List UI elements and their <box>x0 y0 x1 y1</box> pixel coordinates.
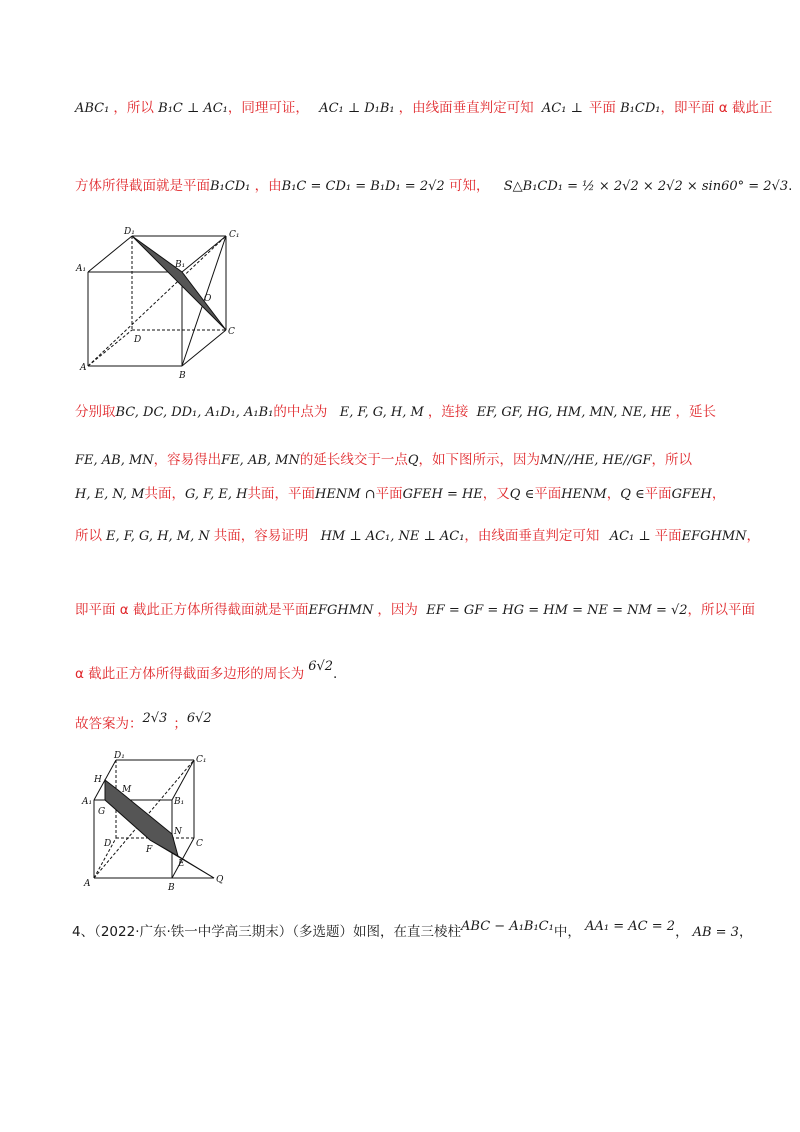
text-fragment: ， <box>738 924 753 940</box>
text-fragment: 平面 <box>654 528 682 544</box>
vertex-label: Q <box>216 875 224 885</box>
vertex-label: E <box>178 859 185 869</box>
text-fragment: ，连接 <box>427 404 469 420</box>
text-fragment: ， <box>675 924 689 940</box>
solution-line-3 <box>75 400 740 420</box>
text-fragment: ； <box>173 716 187 732</box>
vertex-label: B₁ <box>175 260 186 270</box>
text-fragment: . <box>333 666 338 682</box>
math-expr: EFGHMN <box>681 529 747 544</box>
text-fragment: 共面，平面 <box>247 486 316 502</box>
cube-figure-2 <box>70 748 230 898</box>
text-fragment: ，延长 <box>675 404 717 420</box>
vertex-label: C₁ <box>196 755 207 765</box>
text-fragment: 故答案为： <box>75 716 143 732</box>
solution-line-6 <box>75 524 761 544</box>
text-fragment: ， <box>606 486 621 502</box>
text-fragment: 分别取 <box>75 404 116 420</box>
vertex-label: O <box>204 294 212 304</box>
math-expr: EF = GF = HG = HM = NE = NM = √2 <box>426 603 688 618</box>
math-expr: E, F, G, H, M, N <box>106 529 210 544</box>
text-fragment: ，又 <box>482 486 510 502</box>
text-fragment: 共面，容易证明 <box>213 528 309 544</box>
text-fragment: 即平面 α 截此正方体所得截面就是平面 <box>75 602 309 618</box>
math-expr: FE, AB, MN <box>221 453 300 468</box>
solution-line-4 <box>75 448 740 468</box>
text-fragment: 平面 <box>534 486 562 502</box>
text-fragment: 平面 <box>588 100 616 116</box>
text-fragment: ，因为 <box>377 602 418 618</box>
math-expr: AC₁ ⊥ <box>609 529 651 544</box>
text-fragment: ，由线面垂直判定可知 <box>464 528 600 544</box>
math-expr: AC₁ ⊥ D₁B₁ <box>319 101 395 116</box>
vertex-label: M <box>122 785 132 795</box>
math-expr: FE, AB, MN <box>75 453 154 468</box>
math-expr: AB = 3 <box>692 925 739 940</box>
text-fragment: 平面 <box>644 486 672 502</box>
text-fragment: 方体所得截面就是平面 <box>75 178 210 194</box>
text-fragment: 所以 <box>75 528 102 544</box>
text-fragment: ，所以 <box>113 100 154 116</box>
math-expr: EF, GF, HG, HM, MN, NE, HE <box>476 405 672 420</box>
vertex-label: C <box>196 839 203 849</box>
math-expr: HM ⊥ AC₁, NE ⊥ AC₁ <box>320 529 465 544</box>
text-fragment: ，所以平面 <box>687 602 756 618</box>
math-expr: EFGHMN <box>308 603 374 618</box>
math-expr: G, F, E, H <box>184 487 248 502</box>
math-expr: ABC₁ <box>75 101 110 116</box>
math-expr: Q <box>407 453 419 468</box>
vertex-label: C <box>228 327 235 337</box>
math-expr: BC, DC, DD₁, A₁D₁, A₁B₁ <box>115 405 274 420</box>
math-expr: E, F, G, H, M <box>339 405 424 420</box>
vertex-label: N <box>174 827 182 837</box>
math-expr: 6√2 <box>308 659 334 674</box>
text-fragment: ，如下图所示，因为 <box>418 452 541 468</box>
math-expr: Q ∈ <box>620 487 645 502</box>
text-fragment: 的中点为 <box>273 404 328 420</box>
solution-line-1 <box>75 96 773 116</box>
math-expr: HENM ∩ <box>315 487 376 502</box>
math-expr: GFEH = HE <box>402 487 483 502</box>
solution-line-5 <box>75 482 740 502</box>
text-fragment: ， <box>711 486 726 502</box>
vertex-label: D <box>134 335 142 345</box>
math-expr: B₁C ⊥ AC₁ <box>158 101 228 116</box>
vertex-label: H <box>94 775 102 785</box>
math-expr: AC₁ ⊥ <box>541 101 583 116</box>
math-expr: B₁C = CD₁ = B₁D₁ = 2√2 <box>281 179 445 194</box>
math-expr: Q ∈ <box>509 487 535 502</box>
text-fragment: 中， <box>553 924 581 940</box>
cube-figure-1 <box>72 222 252 382</box>
vertex-label: A <box>80 363 87 373</box>
text-fragment: ，同理可证， <box>227 100 309 116</box>
math-expr: HENM <box>561 487 607 502</box>
vertex-label: B <box>179 371 186 381</box>
vertex-label: D₁ <box>114 751 125 761</box>
text-fragment: ，由 <box>254 178 282 194</box>
vertex-label: B₁ <box>174 797 185 807</box>
text-fragment: 可知， <box>448 178 490 194</box>
text-fragment: . <box>788 178 793 194</box>
section-triangle <box>132 236 226 330</box>
math-expr: MN//HE, HE//GF <box>540 453 652 468</box>
math-expr: ABC − A₁B₁C₁ <box>461 919 554 934</box>
answer-line <box>75 712 740 732</box>
vertex-label: A₁ <box>82 797 93 807</box>
text-fragment: 共面， <box>144 486 185 502</box>
vertex-label: F <box>146 845 153 855</box>
text-fragment: ，所以 <box>651 452 693 468</box>
vertex-label: A₁ <box>76 264 87 274</box>
math-expr: S△B₁CD₁ = ½ × 2√2 × 2√2 × sin60° = 2√3 <box>503 179 789 194</box>
text-fragment: 平面 <box>375 486 403 502</box>
text-fragment: ，即平面 α 截此正 <box>660 100 773 116</box>
math-expr: B₁CD₁ <box>210 179 251 194</box>
vertex-label: C₁ <box>229 230 240 240</box>
math-expr: GFEH <box>671 487 712 502</box>
solution-line-7 <box>75 598 756 618</box>
math-expr: H, E, N, M <box>75 487 145 502</box>
vertex-label: A <box>84 879 91 889</box>
text-fragment: ，容易得出 <box>153 452 222 468</box>
text-fragment: ，由线面垂直判定可知 <box>398 100 534 116</box>
text-fragment: ， <box>746 528 761 544</box>
answer-value-1: 2√3 <box>142 711 168 726</box>
vertex-label: D₁ <box>124 227 135 237</box>
math-expr: B₁CD₁ <box>620 101 661 116</box>
text-fragment: 4、（2022·广东·铁一中学高三期末）（多选题）如图，在直三棱柱 <box>72 924 462 940</box>
vertex-label: B <box>168 883 175 893</box>
vertex-label: D <box>104 839 112 849</box>
solution-line-8 <box>75 659 740 682</box>
solution-line-2 <box>75 174 793 194</box>
problem-4-statement <box>72 919 753 940</box>
math-expr: AA₁ = AC = 2 <box>585 919 676 934</box>
vertex-label: G <box>98 807 106 817</box>
text-fragment: α 截此正方体所得截面多边形的周长为 <box>75 666 305 682</box>
answer-value-2: 6√2 <box>186 711 212 726</box>
text-fragment: 的延长线交于一点 <box>299 452 408 468</box>
